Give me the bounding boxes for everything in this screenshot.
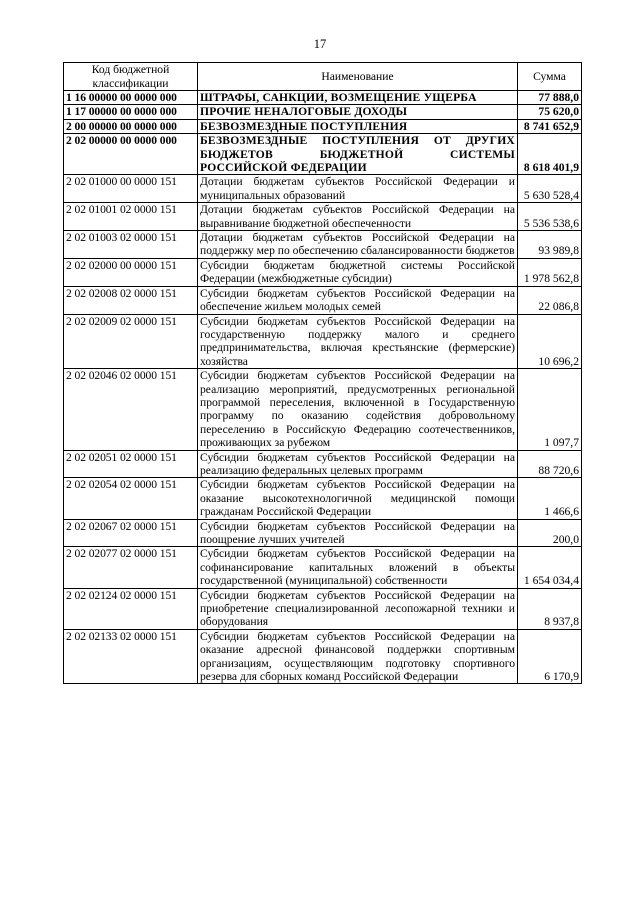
table-row bbox=[64, 119, 582, 133]
header-name: Наименование bbox=[198, 63, 518, 91]
row-name: ПРОЧИЕ НЕНАЛОГОВЫЕ ДОХОДЫ bbox=[198, 105, 518, 119]
row-code: 2 00 00000 00 0000 000 bbox=[64, 119, 198, 133]
table-row bbox=[64, 175, 582, 203]
row-name: Субсидии бюджетам субъектов Российской Федерации на софинансирование капитальных вложений в объекты государственной (муниципальной) собственности bbox=[198, 547, 518, 588]
row-sum: 1 097,7 bbox=[518, 369, 582, 450]
table-row bbox=[64, 519, 582, 547]
row-name: Субсидии бюджетам субъектов Российской Федерации на реализацию федеральных целевых программ bbox=[198, 450, 518, 478]
table-row bbox=[64, 203, 582, 231]
row-sum: 200,0 bbox=[518, 519, 582, 547]
row-sum: 93 989,8 bbox=[518, 231, 582, 259]
table-row bbox=[64, 450, 582, 478]
row-code: 2 02 02051 02 0000 151 bbox=[64, 450, 198, 478]
table-row bbox=[64, 231, 582, 259]
row-sum: 22 086,8 bbox=[518, 286, 582, 314]
budget-revenue-table bbox=[63, 62, 582, 684]
row-sum: 75 620,0 bbox=[518, 105, 582, 119]
row-name: Дотации бюджетам субъектов Российской Федерации на выравнивание бюджетной обеспеченности bbox=[198, 203, 518, 231]
row-code: 2 02 02046 02 0000 151 bbox=[64, 369, 198, 450]
table-row bbox=[64, 478, 582, 519]
row-sum: 8 741 652,9 bbox=[518, 119, 582, 133]
row-sum: 77 888,0 bbox=[518, 91, 582, 105]
row-name: Субсидии бюджетам бюджетной системы Российской Федерации (межбюджетные субсидии) bbox=[198, 258, 518, 286]
table-row bbox=[64, 547, 582, 588]
row-name: ШТРАФЫ, САНКЦИИ, ВОЗМЕЩЕНИЕ УЩЕРБА bbox=[198, 91, 518, 105]
table-header-row bbox=[64, 63, 582, 91]
header-sum: Сумма bbox=[518, 63, 582, 91]
row-sum: 5 536 538,6 bbox=[518, 203, 582, 231]
row-name: Дотации бюджетам субъектов Российской Федерации и муниципальных образований bbox=[198, 175, 518, 203]
row-code: 2 02 02067 02 0000 151 bbox=[64, 519, 198, 547]
row-sum: 10 696,2 bbox=[518, 314, 582, 369]
row-name: БЕЗВОЗМЕЗДНЫЕ ПОСТУПЛЕНИЯ ОТ ДРУГИХ БЮДЖЕТОВ БЮДЖЕТНОЙ СИСТЕМЫ РОССИЙСКОЙ ФЕДЕРАЦИИ bbox=[198, 134, 518, 175]
row-code: 2 02 02133 02 0000 151 bbox=[64, 629, 198, 684]
row-sum: 8 937,8 bbox=[518, 588, 582, 629]
row-code: 2 02 02008 02 0000 151 bbox=[64, 286, 198, 314]
table-row bbox=[64, 258, 582, 286]
row-name: Дотации бюджетам субъектов Российской Федерации на поддержку мер по обеспечению сбалансированности бюджетов bbox=[198, 231, 518, 259]
page-number: 17 bbox=[313, 37, 327, 51]
row-sum: 1 978 562,8 bbox=[518, 258, 582, 286]
row-name: Субсидии бюджетам субъектов Российской Федерации на приобретение специализированной лесопожарной техники и оборудования bbox=[198, 588, 518, 629]
row-code: 1 16 00000 00 0000 000 bbox=[64, 91, 198, 105]
row-code: 2 02 02077 02 0000 151 bbox=[64, 547, 198, 588]
row-name: Субсидии бюджетам субъектов Российской Федерации на государственную поддержку малого и среднего предпринимательства, включая крестьянские (фермерские) хозяйства bbox=[198, 314, 518, 369]
table-row bbox=[64, 286, 582, 314]
row-code: 2 02 02009 02 0000 151 bbox=[64, 314, 198, 369]
table-row bbox=[64, 134, 582, 175]
row-code: 2 02 01000 00 0000 151 bbox=[64, 175, 198, 203]
row-code: 2 02 01001 02 0000 151 bbox=[64, 203, 198, 231]
table-row bbox=[64, 369, 582, 450]
header-code: Код бюджетной классификации bbox=[64, 63, 198, 91]
row-sum: 5 630 528,4 bbox=[518, 175, 582, 203]
table-row bbox=[64, 629, 582, 684]
row-code: 2 02 02124 02 0000 151 bbox=[64, 588, 198, 629]
row-sum: 1 654 034,4 bbox=[518, 547, 582, 588]
row-sum: 1 466,6 bbox=[518, 478, 582, 519]
table-row bbox=[64, 91, 582, 105]
row-name: Субсидии бюджетам субъектов Российской Федерации на реализацию мероприятий, предусмотренных региональной программой переселения, включенной в Государственную программу по оказанию содействия добровольному переселению в Российскую Федерацию соотечественников, проживающих за рубежом bbox=[198, 369, 518, 450]
row-code: 2 02 01003 02 0000 151 bbox=[64, 231, 198, 259]
row-sum: 8 618 401,9 bbox=[518, 134, 582, 175]
row-sum: 88 720,6 bbox=[518, 450, 582, 478]
row-code: 2 02 00000 00 0000 000 bbox=[64, 134, 198, 175]
row-code: 2 02 02000 00 0000 151 bbox=[64, 258, 198, 286]
row-sum: 6 170,9 bbox=[518, 629, 582, 684]
row-name: Субсидии бюджетам субъектов Российской Федерации на оказание высокотехнологичной медицинской помощи гражданам Российской Федерации bbox=[198, 478, 518, 519]
row-name: БЕЗВОЗМЕЗДНЫЕ ПОСТУПЛЕНИЯ bbox=[198, 119, 518, 133]
row-name: Субсидии бюджетам субъектов Российской Федерации на обеспечение жильем молодых семей bbox=[198, 286, 518, 314]
row-code: 1 17 00000 00 0000 000 bbox=[64, 105, 198, 119]
row-name: Субсидии бюджетам субъектов Российской Федерации на оказание адресной финансовой поддержки спортивным организациям, осуществляющим подготовку спортивного резерва для сборных команд Российской Федерации bbox=[198, 629, 518, 684]
table-row bbox=[64, 314, 582, 369]
table-row bbox=[64, 588, 582, 629]
row-code: 2 02 02054 02 0000 151 bbox=[64, 478, 198, 519]
table-row bbox=[64, 105, 582, 119]
row-name: Субсидии бюджетам субъектов Российской Федерации на поощрение лучших учителей bbox=[198, 519, 518, 547]
